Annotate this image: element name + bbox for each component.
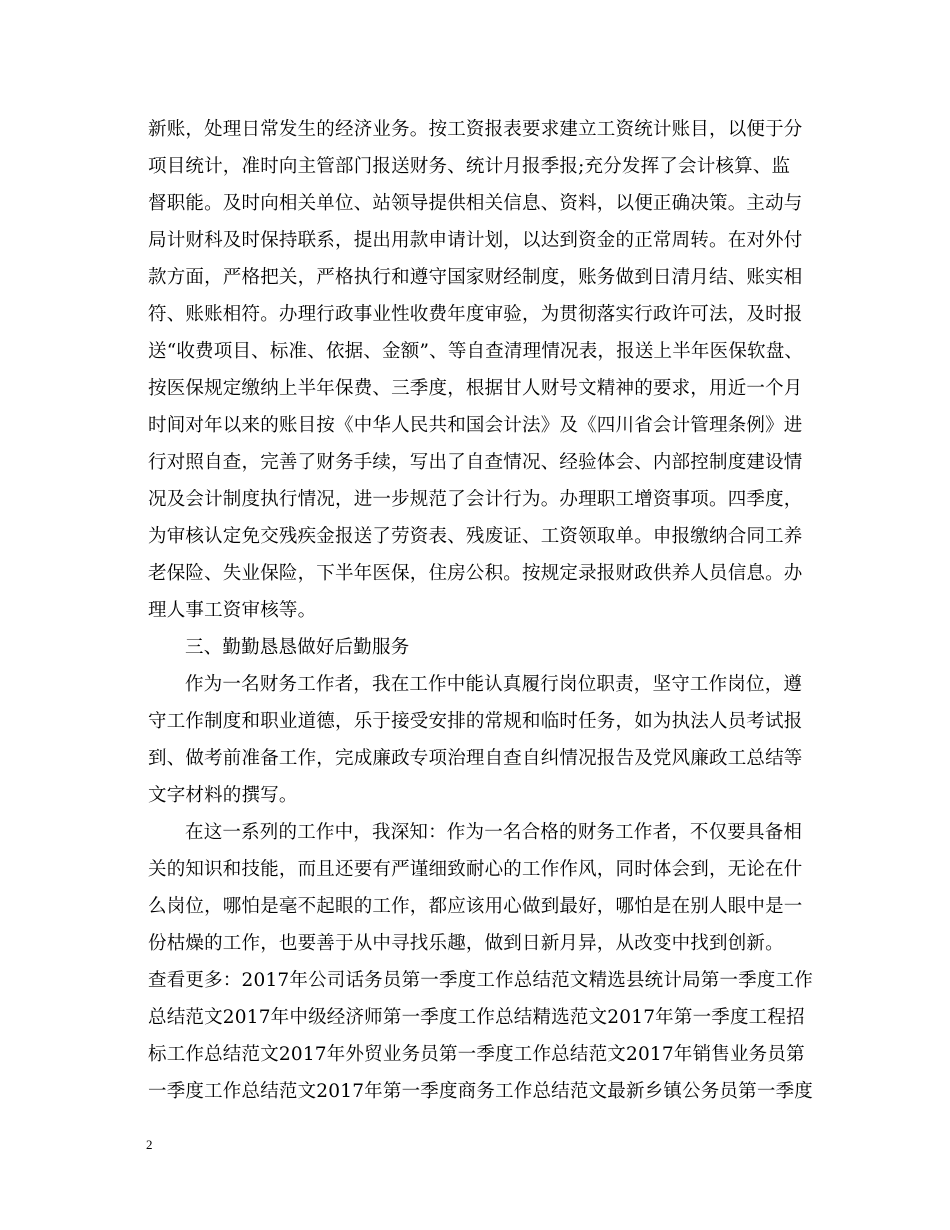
text-line: 守工作制度和职业道德，乐于接受安排的常规和临时任务，如为执法人员考试报 xyxy=(148,711,803,732)
text-line: 老保险、失业保险，下半年医保，住房公积。按规定录报财政供养人员信息。办 xyxy=(148,563,803,584)
text-line: 局计财科及时保持联系，提出用款申请计划，以达到资金的正常周转。在对外付 xyxy=(148,230,803,251)
text-line: 行对照自查，完善了财务手续，写出了自查情况、经验体会、内部控制度建设情 xyxy=(148,452,803,473)
text-line: 督职能。及时向相关单位、站领导提供相关信息、资料，以便正确决策。主动与 xyxy=(148,193,803,214)
text-line: 份枯燥的工作，也要善于从中寻找乐趣，做到日新月异，从改变中找到创新。 xyxy=(148,933,784,954)
text-line: 为审核认定免交残疾金报送了劳资表、残废证、工资领取单。申报缴纳合同工养 xyxy=(148,526,803,547)
text-line: 文字材料的撰写。 xyxy=(148,785,298,806)
text-line: 在这一系列的工作中，我深知：作为一名合格的财务工作者，不仅要具备相 xyxy=(185,822,803,843)
related-links-line: 查看更多：2017年公司话务员第一季度工作总结范文精选县统计局第一季度工作 xyxy=(148,970,813,991)
document-body xyxy=(148,111,813,1110)
text-line: 符、账账相符。办理行政事业性收费年度审验，为贯彻落实行政许可法，及时报 xyxy=(148,304,803,325)
section-heading: 三、勤勤恳恳做好后勤服务 xyxy=(185,637,410,658)
text-line: 按医保规定缴纳上半年保费、三季度，根据甘人财号文精神的要求，用近一个月 xyxy=(148,378,803,399)
text-line: 况及会计制度执行情况，进一步规范了会计行为。办理职工增资事项。四季度， xyxy=(148,489,803,510)
text-line: 款方面，严格把关，严格执行和遵守国家财经制度，账务做到日清月结、账实相 xyxy=(148,267,803,288)
text-line: 新账，处理日常发生的经济业务。按工资报表要求建立工资统计账目，以便于分 xyxy=(148,119,803,140)
text-line: 关的知识和技能，而且还要有严谨细致耐心的工作作风，同时体会到，无论在什 xyxy=(148,859,803,880)
text-line: 理人事工资审核等。 xyxy=(148,600,317,621)
text-line: 么岗位，哪怕是毫不起眼的工作，都应该用心做到最好，哪怕是在别人眼中是一 xyxy=(148,896,803,917)
text-line: 送“收费项目、标准、依据、金额”、等自查清理情况表，报送上半年医保软盘、 xyxy=(148,341,804,362)
related-links-line: 总结范文2017年中级经济师第一季度工作总结精选范文2017年第一季度工程招 xyxy=(148,1007,805,1028)
related-links-line: 一季度工作总结范文2017年第一季度商务工作总结范文最新乡镇公务员第一季度 xyxy=(148,1081,813,1102)
page-number: 2 xyxy=(146,1137,153,1152)
text-line: 到、做考前准备工作，完成廉政专项治理自查自纠情况报告及党风廉政工总结等 xyxy=(148,748,803,769)
related-links-line: 标工作总结范文2017年外贸业务员第一季度工作总结范文2017年销售业务员第 xyxy=(148,1044,805,1065)
text-line: 作为一名财务工作者，我在工作中能认真履行岗位职责，坚守工作岗位，遵 xyxy=(185,674,803,695)
text-line: 项目统计，准时向主管部门报送财务、统计月报季报;充分发挥了会计核算、监 xyxy=(148,156,791,177)
text-line: 时间对年以来的账目按《中华人民共和国会计法》及《四川省会计管理条例》进 xyxy=(148,415,803,436)
